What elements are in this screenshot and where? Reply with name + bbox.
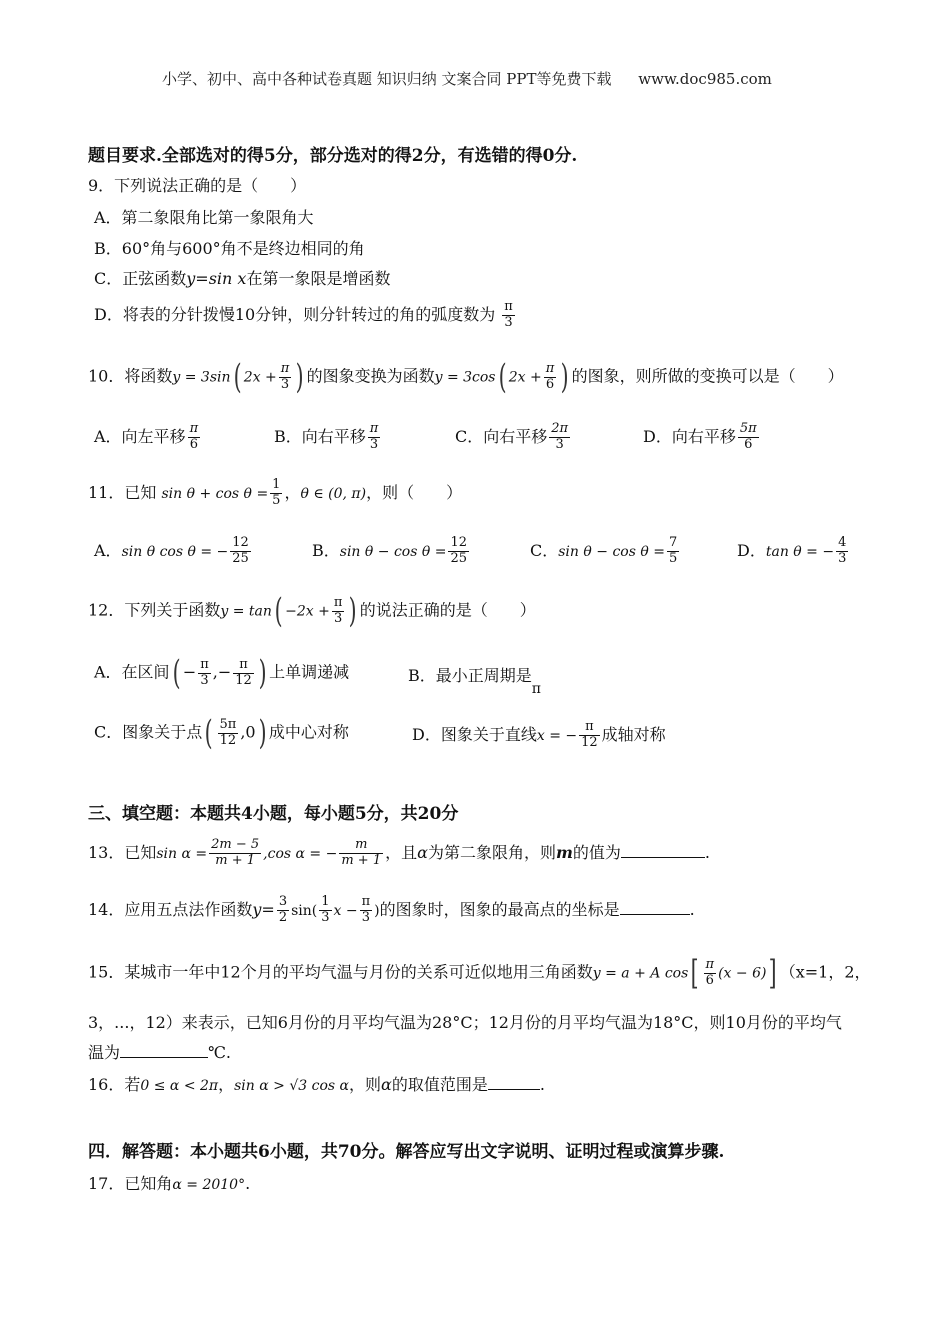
q9-option-a: A．第二象限角比第一象限角大 (94, 208, 314, 227)
q14-answer-blank[interactable] (620, 900, 690, 915)
q16-stem: 16．若0 ≤ α < 2π，sin α > √3 cos α，则α的取值范围是 . (88, 1075, 545, 1094)
q11-option-c: C．sin θ − cos θ = $\frac{7}{5}$ (530, 535, 678, 566)
q15-line-2: 3，...，12）来表示，已知6月份的月平均气温为28°C；12月份的月平均气温为18°C，则10月份的平均气 (88, 1013, 842, 1032)
q11-option-a: A．sin θ cos θ = − $\frac{12}{25}$ (94, 535, 249, 566)
q9-d-fraction: $\frac{\pi}{3}$ (504, 299, 513, 330)
q14-stem: 14．应用五点法作函数y= $\frac{3}{2}$ sin( $\frac{1}{3}$ x − $\frac{\pi}{3}$ )的图象时，图象的最高点的坐标是 . (88, 894, 695, 925)
q16-answer-blank[interactable] (488, 1075, 540, 1090)
q13-answer-blank[interactable] (621, 843, 705, 858)
q10-option-a: A．向左平移 $\frac{\pi}{6}$ (94, 421, 199, 452)
q12-stem: 12．下列关于函数y = tan( −2x + $\frac{\pi}{3}$ ) 的说法正确的是（ ） (88, 591, 536, 631)
q9-d-pre: D．将表的分针拨慢10分钟，则分针转过的角的弧度数为 (94, 304, 496, 324)
q10-option-c: C．向右平移 $\frac{2\pi}{3}$ (455, 421, 569, 452)
q13-stem: 13．已知sin α = $\frac{2m - 5}{m + 1}$ ,cos α = − $\frac{m}{m + 1}$ ，且α为第二象限角，则m的值为 . (88, 837, 710, 868)
q11-stem: 11．已知 sin θ + cos θ = $\frac{1}{5}$ ，θ ∈ (0, π)，则（ ） (88, 477, 463, 508)
q10-mid: 的图象变换为函数 (306, 366, 435, 386)
q11-option-b: B．sin θ − cos θ = $\frac{12}{25}$ (312, 535, 468, 566)
q9-stem: 9．下列说法正确的是（ ） (88, 176, 307, 195)
q15-line-3: 温为 ℃. (88, 1043, 231, 1062)
scoring-instructions: 题目要求.全部选对的得5分，部分选对的得2分，有选错的得0分. (88, 146, 578, 166)
q10-pre: 10．将函数 (88, 366, 173, 386)
q10-option-d: D．向右平移 $\frac{5\pi}{6}$ (643, 421, 757, 452)
q12-option-d: D．图象关于直线x = − $\frac{\pi}{12}$ 成轴对称 (412, 719, 666, 750)
q10-option-b: B．向右平移 $\frac{\pi}{3}$ (274, 421, 379, 452)
q17-stem: 17．已知角α = 2010°. (88, 1174, 251, 1193)
q12-option-b: B．最小正周期是π (408, 666, 541, 697)
q11-condition-1: sin θ + cos θ = (161, 485, 269, 502)
q9-c-pre: C．正弦函数 (94, 269, 187, 288)
q9-c-post: 在第一象限是增函数 (246, 269, 391, 288)
q9-option-c (94, 269, 390, 288)
q12-func: y = tan (220, 603, 272, 620)
q11-option-d: D．tan θ = − $\frac{4}{3}$ (737, 535, 847, 566)
q9-option-d (94, 300, 517, 331)
header-text: 小学、初中、高中各种试卷真题 知识归纳 文案合同 PPT等免费下载 (162, 70, 612, 88)
q15-answer-blank[interactable] (120, 1043, 208, 1058)
q10-func1: y = 3sin (172, 369, 231, 386)
q11-condition-2: θ ∈ (0, π) (300, 485, 367, 502)
q9-option-b: B．60°角与600°角不是终边相同的角 (94, 239, 365, 258)
q10-stem: 10．将函数y = 3sin( 2x + $\frac{\pi}{3}$ ) 的图象变换为函数y = 3cos( 2x + $\frac{\pi}{6}$ ) 的图象，则所做的变换可以是（ ） (88, 357, 844, 397)
q12-option-a: A．在区间( − $\frac{\pi}{3}$ ,− $\frac{\pi}{12}$ ) 上单调递减 (94, 653, 350, 693)
header-site-link[interactable]: www.doc985.com (638, 70, 772, 88)
q9-c-func: y=sin x (186, 269, 247, 288)
section-4-heading: 四．解答题：本小题共6小题，共70分。解答应写出文字说明、证明过程或演算步骤. (88, 1142, 725, 1162)
q10-func2: y = 3cos (434, 369, 496, 386)
page-header (162, 70, 772, 88)
section-3-heading: 三、填空题：本题共4小题，每小题5分，共20分 (88, 804, 459, 824)
q12-option-c: C．图象关于点( $\frac{5\pi}{12}$ ,0) 成中心对称 (94, 713, 349, 753)
q10-post: 的图象，则所做的变换可以是（ ） (571, 366, 844, 386)
q15-stem: 15．某城市一年中12个月的平均气温与月份的关系可近似地用三角函数y = a + A cos[ $\frac{\pi}{6}$ (x − 6)] （x=1，2， (88, 953, 871, 993)
